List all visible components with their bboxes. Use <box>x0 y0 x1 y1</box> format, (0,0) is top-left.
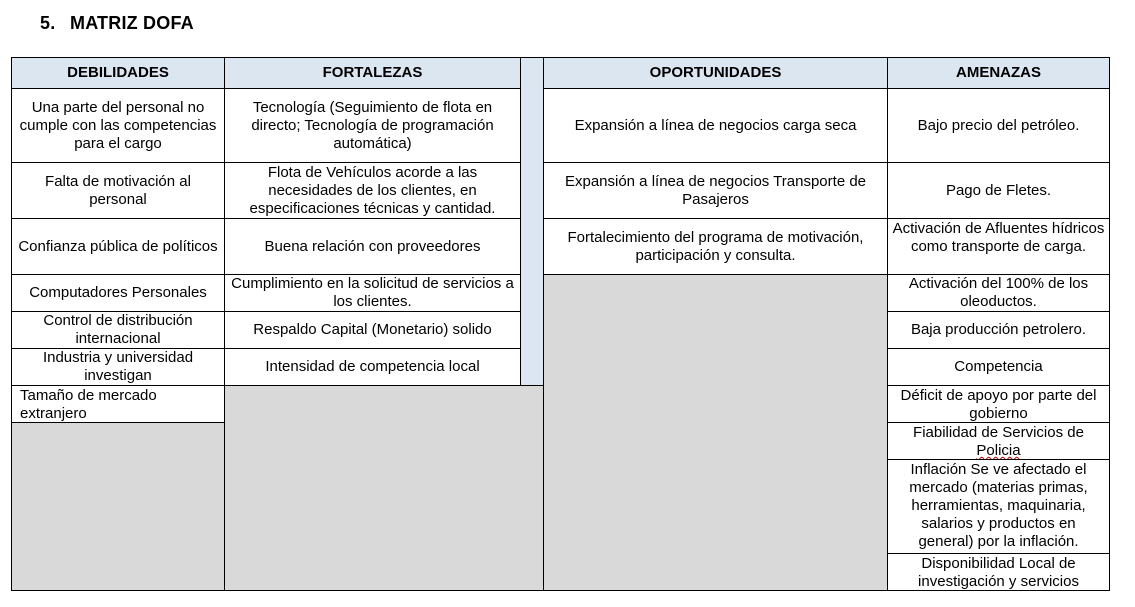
debilidad-item: Computadores Personales <box>11 274 225 312</box>
fortaleza-item: Respaldo Capital (Monetario) solido <box>224 311 521 349</box>
amenaza-item: Déficit de apoyo por parte del gobierno <box>887 385 1110 423</box>
amenaza-item: Baja producción petrolero. <box>887 311 1110 349</box>
debilidad-item: Control de distribución internacional <box>11 311 225 349</box>
oportunidad-item: Fortalecimiento del programa de motivación, participación y consulta. <box>543 218 888 275</box>
debilidad-item: Falta de motivación al personal <box>11 162 225 219</box>
debilidades-header: DEBILIDADES <box>11 57 225 89</box>
fortaleza-item: Tecnología (Seguimiento de flota en directo; Tecnología de programación automática) <box>224 88 521 163</box>
amenaza-item: Activación de Afluentes hídricos como transporte de carga. <box>887 218 1110 275</box>
debilidad-item: Una parte del personal no cumple con las competencias para el cargo <box>11 88 225 163</box>
fortaleza-item: Buena relación con proveedores <box>224 218 521 275</box>
debilidad-item: Confianza pública de políticos <box>11 218 225 275</box>
debilidad-item: Industria y universidad investigan <box>11 348 225 386</box>
amenaza-item: Inflación Se ve afectado el mercado (materias primas, herramientas, maquinaria, salarios y productos en general) por la inflación. <box>887 459 1110 554</box>
section-title-text: MATRIZ DOFA <box>70 13 194 33</box>
amenaza-item: Competencia <box>887 348 1110 386</box>
fortalezas-header: FORTALEZAS <box>224 57 521 89</box>
amenaza-item-text-underlined: Policia <box>976 442 1021 459</box>
fortaleza-item: Cumplimiento en la solicitud de servicios a los clientes. <box>224 274 521 312</box>
amenaza-item-text: Fiabilidad de Servicios de <box>913 424 1084 441</box>
debilidad-item: Tamaño de mercado extranjero <box>11 385 225 423</box>
amenaza-item: Pago de Fletes. <box>887 162 1110 219</box>
amenaza-item: Disponibilidad Local de investigación y servicios <box>887 553 1110 591</box>
oportunidad-item: Expansión a línea de negocios carga seca <box>543 88 888 163</box>
amenazas-header: AMENAZAS <box>887 57 1110 89</box>
section-title <box>40 13 194 34</box>
fortaleza-item: Flota de Vehículos acorde a las necesidades de los clientes, en especificaciones técnicas y cantidad. <box>224 162 521 219</box>
oportunidad-item: Expansión a línea de negocios Transporte de Pasajeros <box>543 162 888 219</box>
section-number: 5. <box>40 13 56 33</box>
separator-strip <box>520 57 544 386</box>
amenaza-item: Bajo precio del petróleo. <box>887 88 1110 163</box>
fortalezas-empty-area <box>224 385 544 591</box>
debilidades-empty-area <box>11 422 225 591</box>
amenaza-item-fiabilidad <box>887 422 1110 460</box>
amenaza-item: Activación del 100% de los oleoductos. <box>887 274 1110 312</box>
oportunidades-header: OPORTUNIDADES <box>543 57 888 89</box>
fortaleza-item: Intensidad de competencia local <box>224 348 521 386</box>
oportunidades-empty-area <box>543 274 888 591</box>
